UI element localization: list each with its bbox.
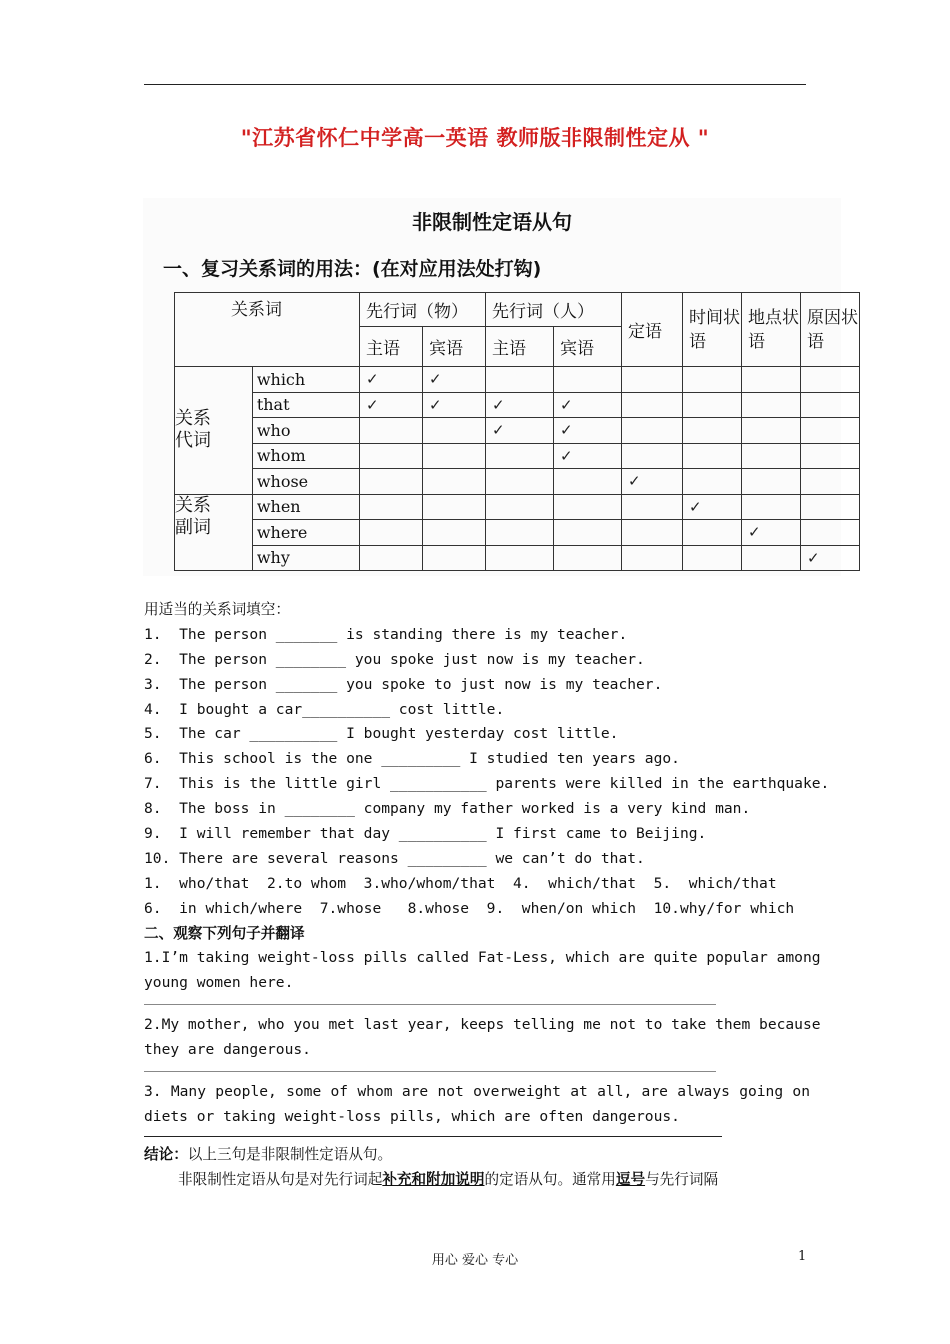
footer-text: 用心 爱心 专心 [431, 1253, 519, 1268]
sentence-line: 3. Many people, some of whom are not overweight at all, are always going on [144, 1083, 810, 1101]
explain-part-3: 与先行词隔 [645, 1170, 719, 1188]
relative-word: whom [252, 443, 359, 469]
usage-cell [622, 520, 683, 546]
usage-cell [683, 367, 742, 393]
usage-cell [486, 443, 554, 469]
conclusion [144, 1143, 810, 1168]
explain-part-1: 非限制性定语从句是对先行词起 [178, 1170, 383, 1188]
checkmark-icon: ✓ [492, 395, 505, 414]
relative-word: which [252, 367, 359, 393]
usage-cell [622, 469, 683, 495]
checkmark-icon: ✓ [429, 395, 442, 414]
usage-cell [423, 367, 486, 393]
table-row [175, 545, 860, 571]
usage-cell [622, 545, 683, 571]
usage-cell [622, 494, 683, 520]
translation-answer-line[interactable] [144, 1071, 716, 1072]
usage-cell [423, 392, 486, 418]
col-header-reason: 原因状语 [801, 293, 860, 367]
usage-cell [486, 520, 554, 546]
group-adverb-text: 关系副词 [175, 494, 211, 538]
usage-cell [683, 392, 742, 418]
usage-cell [742, 520, 801, 546]
explain-part-2: 的定语从句。通常用 [484, 1170, 616, 1188]
relative-word: why [252, 545, 359, 571]
usage-cell [554, 443, 622, 469]
usage-cell [683, 545, 742, 571]
explain-emphasis-2: 逗号 [615, 1170, 646, 1188]
fill-list [144, 623, 830, 872]
relative-word-table [174, 292, 860, 571]
checkmark-icon: ✓ [560, 421, 573, 440]
usage-cell [683, 494, 742, 520]
group-pronoun-text: 关系代词 [175, 408, 211, 452]
document-title: "江苏省怀仁中学高一英语 教师版非限制性定从 " [240, 126, 710, 150]
checkmark-icon: ✓ [807, 548, 820, 567]
usage-cell [423, 418, 486, 444]
usage-cell [360, 367, 423, 393]
usage-cell [801, 443, 860, 469]
usage-cell [486, 469, 554, 495]
table-row [175, 392, 860, 418]
usage-cell [423, 545, 486, 571]
fill-item: 6. This school is the one _________ I studied ten years ago. [144, 750, 680, 768]
usage-cell [683, 418, 742, 444]
usage-cell [622, 418, 683, 444]
table-row [175, 520, 860, 546]
answer-list [144, 872, 810, 922]
usage-cell [742, 545, 801, 571]
worksheet-body [144, 598, 830, 1193]
usage-cell [554, 545, 622, 571]
usage-cell [554, 494, 622, 520]
usage-cell [360, 418, 423, 444]
fill-item: 3. The person _______ you spoke to just now is my teacher. [144, 675, 663, 693]
usage-cell [554, 418, 622, 444]
usage-cell [486, 392, 554, 418]
table-body [175, 367, 860, 571]
relative-word: when [252, 494, 359, 520]
usage-cell [554, 520, 622, 546]
page-number: 1 [798, 1249, 807, 1264]
checkmark-icon: ✓ [560, 446, 573, 465]
usage-cell [742, 367, 801, 393]
usage-cell [801, 418, 860, 444]
checkmark-icon: ✓ [689, 497, 702, 516]
usage-cell [360, 494, 423, 520]
usage-cell [360, 545, 423, 571]
translation-answer-line[interactable] [144, 1136, 722, 1137]
checkmark-icon: ✓ [366, 370, 379, 389]
fill-item: 2. The person ________ you spoke just now is my teacher. [144, 650, 645, 668]
usage-cell [801, 494, 860, 520]
sentence-line: they are dangerous. [144, 1041, 311, 1059]
checkmark-icon: ✓ [560, 395, 573, 414]
fill-item: 1. The person _______ is standing there is my teacher. [144, 625, 628, 643]
usage-cell [801, 520, 860, 546]
sentence-line: young women here. [144, 974, 294, 992]
usage-cell [360, 520, 423, 546]
checkmark-icon: ✓ [628, 472, 641, 491]
col-header-subject: 主语 [360, 327, 423, 367]
table-row [175, 494, 860, 520]
checkmark-icon: ✓ [366, 395, 379, 414]
usage-cell [683, 443, 742, 469]
answer-line: 1. who/that 2.to whom 3.who/whom/that 4. which/that 5. which/that [144, 874, 777, 892]
col-header-place: 地点状语 [742, 293, 801, 367]
relative-word: that [252, 392, 359, 418]
fill-heading: 用适当的关系词填空： [144, 601, 290, 618]
usage-cell [622, 392, 683, 418]
col-header-time: 时间状语 [683, 293, 742, 367]
usage-cell [622, 443, 683, 469]
sentence-line: 1.I’m taking weight-loss pills called Fat-Less, which are quite popular among [144, 949, 821, 967]
usage-cell [554, 469, 622, 495]
usage-cell [742, 494, 801, 520]
usage-cell [801, 367, 860, 393]
usage-cell [742, 469, 801, 495]
fill-item: 8. The boss in ________ company my father worked is a very kind man. [144, 800, 751, 818]
usage-cell [554, 367, 622, 393]
fill-item: 10. There are several reasons _________ we can’t do that. [144, 849, 645, 867]
explain-emphasis-1: 补充和附加说明 [382, 1170, 485, 1188]
usage-cell [423, 469, 486, 495]
translation-answer-line[interactable] [144, 1004, 716, 1005]
conclusion-text: 以上三句是非限制性定语从句。 [187, 1145, 393, 1163]
usage-cell [486, 494, 554, 520]
usage-cell [622, 367, 683, 393]
figure-title: 非限制性定语从句 [412, 210, 572, 234]
group-label-pronoun [175, 367, 253, 495]
usage-cell [683, 520, 742, 546]
col-header-antecedent-thing: 先行词（物） [360, 293, 486, 327]
relative-word: who [252, 418, 359, 444]
usage-cell [423, 494, 486, 520]
usage-cell [423, 520, 486, 546]
usage-cell [801, 469, 860, 495]
table-row [175, 418, 860, 444]
usage-cell [801, 545, 860, 571]
explanation [144, 1168, 810, 1193]
fill-item: 9. I will remember that day __________ I first came to Beijing. [144, 825, 707, 843]
usage-cell [554, 392, 622, 418]
usage-cell [742, 443, 801, 469]
usage-cell [360, 392, 423, 418]
sentence-list [144, 946, 821, 1136]
sentence-line: diets or taking weight-loss pills, which are often dangerous. [144, 1107, 680, 1125]
fill-item: 5. The car __________ I bought yesterday cost little. [144, 725, 619, 743]
col-header-object-2: 宾语 [554, 327, 622, 367]
usage-cell [486, 545, 554, 571]
figure-subtitle: 一、复习关系词的用法：(在对应用法处打钩) [163, 258, 542, 280]
usage-cell [742, 418, 801, 444]
col-header-antecedent-person: 先行词（人） [486, 293, 622, 327]
usage-cell [801, 392, 860, 418]
usage-cell [742, 392, 801, 418]
fill-item: 7. This is the little girl ___________ parents were killed in the earthquake. [144, 775, 830, 793]
checkmark-icon: ✓ [748, 523, 761, 542]
usage-cell [486, 367, 554, 393]
table-row [175, 367, 860, 393]
usage-cell [360, 443, 423, 469]
relative-word: where [252, 520, 359, 546]
relative-word: whose [252, 469, 359, 495]
section-2-heading: 二、观察下列句子并翻译 [144, 924, 305, 942]
checkmark-icon: ✓ [429, 370, 442, 389]
table-row [175, 443, 860, 469]
header-rule [144, 84, 806, 85]
col-header-subject-2: 主语 [486, 327, 554, 367]
col-header-attributive: 定语 [622, 293, 683, 367]
usage-cell [486, 418, 554, 444]
usage-cell [360, 469, 423, 495]
group-label-adverb [175, 494, 253, 571]
sentence-line: 2.My mother, who you met last year, keeps telling me not to take them because [144, 1016, 821, 1034]
answer-line: 6. in which/where 7.whose 8.whose 9. when/on which 10.why/for which [144, 899, 795, 917]
checkmark-icon: ✓ [492, 421, 505, 440]
col-header-relative: 关系词 [175, 293, 360, 367]
col-header-object: 宾语 [423, 327, 486, 367]
conclusion-label: 结论： [144, 1145, 188, 1163]
table-row [175, 469, 860, 495]
usage-cell [423, 443, 486, 469]
fill-item: 4. I bought a car__________ cost little. [144, 700, 505, 718]
usage-cell [683, 469, 742, 495]
